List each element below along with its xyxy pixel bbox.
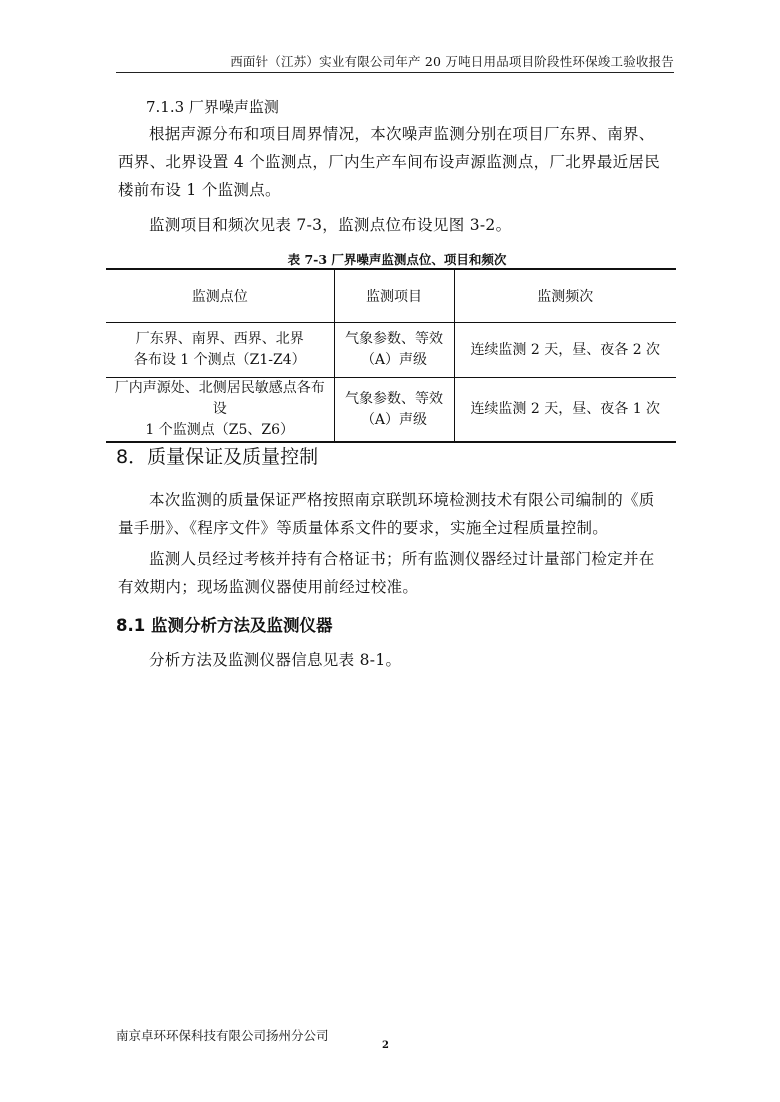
cell-text: （A）声级	[360, 411, 428, 428]
page-number: 2	[382, 1040, 389, 1051]
paragraph-table-reference: 监测项目和频次见表 7-3，监测点位布设见图 3-2。	[149, 216, 512, 234]
paragraph-method-reference: 分析方法及监测仪器信息见表 8-1。	[149, 651, 402, 669]
cell-text: 1 个监测点（Z5、Z6）	[145, 422, 295, 438]
header-monitoring-point: 监测点位	[106, 269, 334, 323]
cell-text: 气象参数、等效	[345, 331, 443, 347]
table-row	[106, 323, 676, 378]
section-heading-8-1: 8.1 监测分析方法及监测仪器	[116, 616, 333, 635]
table-caption: 表 7-3 厂界噪声监测点位、项目和频次	[287, 252, 507, 267]
table-row	[106, 378, 676, 443]
cell-text: 厂内声源处、北侧居民敏感点各布设	[114, 380, 325, 417]
table-header-row	[106, 269, 676, 323]
header-monitoring-frequency: 监测频次	[454, 269, 676, 323]
paragraph-quality-assurance: 本次监测的质量保证严格按照南京联凯环境检测技术有限公司编制的《质量手册》、《程序文件》等质量体系文件的要求，实施全过程质量控制。	[118, 491, 655, 537]
cell-text: （A）声级	[360, 352, 428, 368]
cell-item	[334, 378, 454, 443]
running-header: 西面针（江苏）实业有限公司年产 20 万吨日用品项目阶段性环保竣工验收报告	[116, 52, 674, 73]
section-heading-8: 8．质量保证及质量控制	[116, 446, 319, 468]
cell-point	[106, 323, 334, 378]
cell-item	[334, 323, 454, 378]
cell-point	[106, 378, 334, 443]
cell-text: 厂东界、南界、西界、北界	[135, 331, 304, 347]
subsection-heading-7-1-3: 7.1.3 厂界噪声监测	[146, 98, 279, 116]
paragraph-personnel-instruments: 监测人员经过考核并持有合格证书；所有监测仪器经过计量部门检定并在有效期内；现场监测仪器使用前经过校准。	[118, 550, 655, 596]
footer-company: 南京卓环环保科技有限公司扬州分公司	[116, 1028, 329, 1043]
cell-frequency: 连续监测 2 天，昼、夜各 1 次	[454, 378, 676, 443]
cell-text: 气象参数、等效	[345, 390, 443, 407]
header-monitoring-item: 监测项目	[334, 269, 454, 323]
cell-text: 各布设 1 个测点（Z1-Z4）	[133, 352, 306, 368]
cell-frequency: 连续监测 2 天，昼、夜各 2 次	[454, 323, 676, 378]
paragraph-noise-layout: 根据声源分布和项目周界情况，本次噪声监测分别在项目厂东界、南界、西界、北界设置 4 个监测点，厂内生产车间布设声源监测点，厂北界最近居民楼前布设 1 个监测点。	[118, 125, 661, 199]
noise-monitoring-table	[106, 268, 676, 443]
